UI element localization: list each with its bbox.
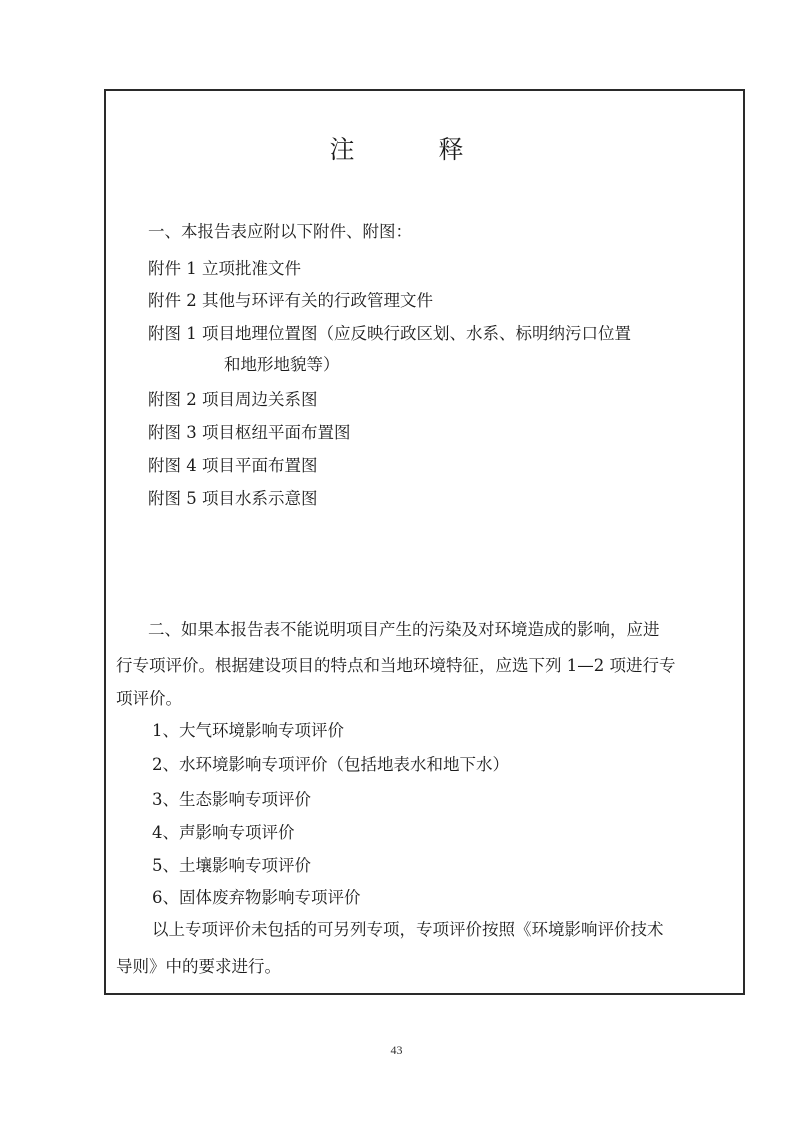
section2-paragraph-line: 行专项评价。根据建设项目的特点和当地环境特征，应选下列 1—2 项进行专	[116, 656, 676, 675]
special-evaluation-item: 1、大气环境影响专项评价	[152, 721, 344, 740]
section1-heading: 一、本报告表应附以下附件、附图：	[148, 222, 412, 241]
special-evaluation-item: 5、土壤影响专项评价	[152, 856, 311, 875]
section2-paragraph-line: 项评价。	[116, 689, 182, 708]
attachment-item: 附图 5 项目水系示意图	[148, 489, 318, 508]
title-char-1: 注	[329, 135, 355, 164]
page-title	[0, 130, 793, 166]
special-evaluation-item: 3、生态影响专项评价	[152, 790, 311, 809]
attachment-item: 附图 3 项目枢纽平面布置图	[148, 423, 351, 442]
attachment-item: 附件 2 其他与环评有关的行政管理文件	[148, 291, 433, 310]
special-evaluation-item: 4、声影响专项评价	[152, 823, 295, 842]
attachment-item: 附图 2 项目周边关系图	[148, 390, 318, 409]
section2-paragraph-line: 二、如果本报告表不能说明项目产生的污染及对环境造成的影响，应进	[148, 620, 660, 639]
attachment-item-continuation: 和地形地貌等）	[224, 355, 340, 374]
attachment-item: 附图 1 项目地理位置图（应反映行政区划、水系、标明纳污口位置	[148, 324, 631, 343]
special-evaluation-item: 6、固体废弃物影响专项评价	[152, 888, 361, 907]
page-number: 43	[390, 1043, 403, 1057]
special-evaluation-item: 2、水环境影响专项评价（包括地表水和地下水）	[152, 755, 509, 774]
closing-paragraph-line: 导则》中的要求进行。	[116, 957, 281, 976]
closing-paragraph-line: 以上专项评价未包括的可另列专项，专项评价按照《环境影响评价技术	[152, 920, 664, 939]
attachment-item: 附件 1 立项批准文件	[148, 259, 301, 278]
title-char-2: 释	[438, 135, 464, 164]
attachment-item: 附图 4 项目平面布置图	[148, 456, 318, 475]
